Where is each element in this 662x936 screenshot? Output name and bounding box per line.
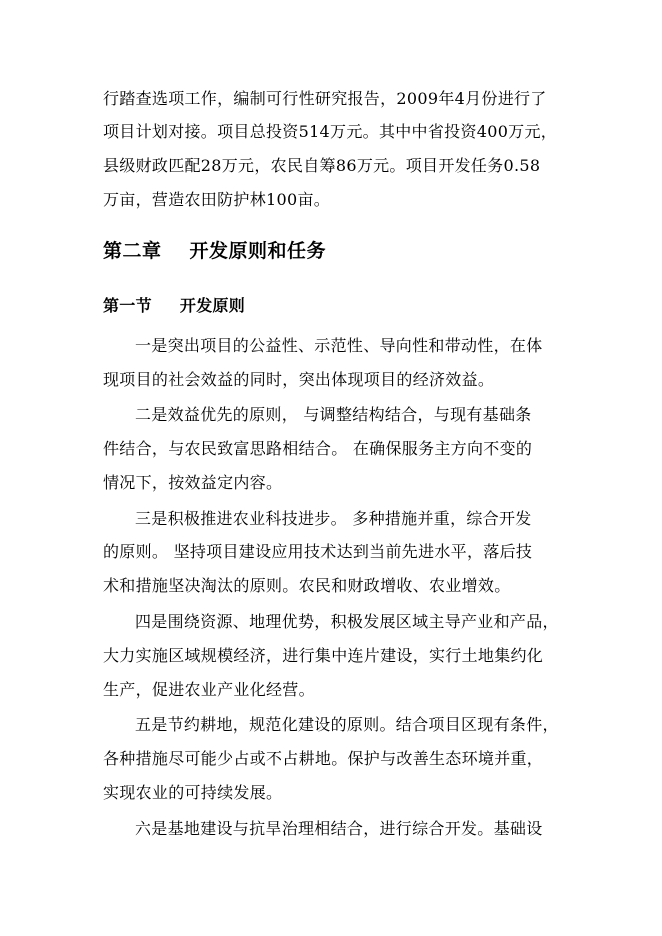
intro-line: 万亩，营造农田防护林100亩。	[103, 190, 331, 209]
intro-line: 行踏查选项工作，编制可行性研究报告，2009年4月份进行了	[103, 89, 547, 108]
principle-line: 三是积极推进农业科技进步。 多种措施并重，综合开发	[135, 509, 532, 528]
section-number: 第一节	[103, 296, 152, 315]
principle-line: 实现农业的可持续发展。	[103, 783, 283, 802]
principle-line: 六是基地建设与抗旱治理相结合，进行综合开发。基础设	[135, 819, 543, 838]
section-heading	[103, 293, 245, 316]
chapter-title: 开发原则和任务	[189, 240, 327, 262]
principle-line: 现项目的社会效益的同时，突出体现项目的经济效益。	[103, 370, 495, 389]
principle-line: 术和措施坚决淘汰的原则。农民和财政增收、农业增效。	[103, 576, 511, 595]
principle-line: 大力实施区域规模经济，进行集中连片建设，实行土地集约化	[103, 646, 544, 665]
principle-line: 二是效益优先的原则， 与调整结构结合，与现有基础条	[135, 405, 532, 424]
principle-line: 的原则。 坚持项目建设应用技术达到当前先进水平，落后技	[103, 542, 533, 561]
principle-line: 件结合，与农民致富思路相结合。 在确保服务主方向不变的	[103, 439, 533, 458]
chapter-number: 第二章	[103, 240, 162, 262]
section-title: 开发原则	[179, 296, 246, 315]
intro-line: 县级财政匹配28万元，农民自筹86万元。项目开发任务0.58	[103, 156, 541, 175]
chapter-heading	[103, 236, 326, 263]
intro-line: 项目计划对接。项目总投资514万元。其中中省投资400万元，	[103, 122, 558, 141]
principle-line: 五是节约耕地，规范化建设的原则。结合项目区现有条件，	[135, 715, 559, 734]
principle-line: 四是围绕资源、地理优势，积极发展区域主导产业和产品，	[135, 612, 559, 631]
principle-line: 一是突出项目的公益性、示范性、导向性和带动性，在体	[135, 336, 543, 355]
principle-line: 生产，促进农业产业化经营。	[103, 680, 315, 699]
principle-line: 情况下，按效益定内容。	[103, 473, 283, 492]
principle-line: 各种措施尽可能少占或不占耕地。保护与改善生态环境并重，	[103, 749, 544, 768]
